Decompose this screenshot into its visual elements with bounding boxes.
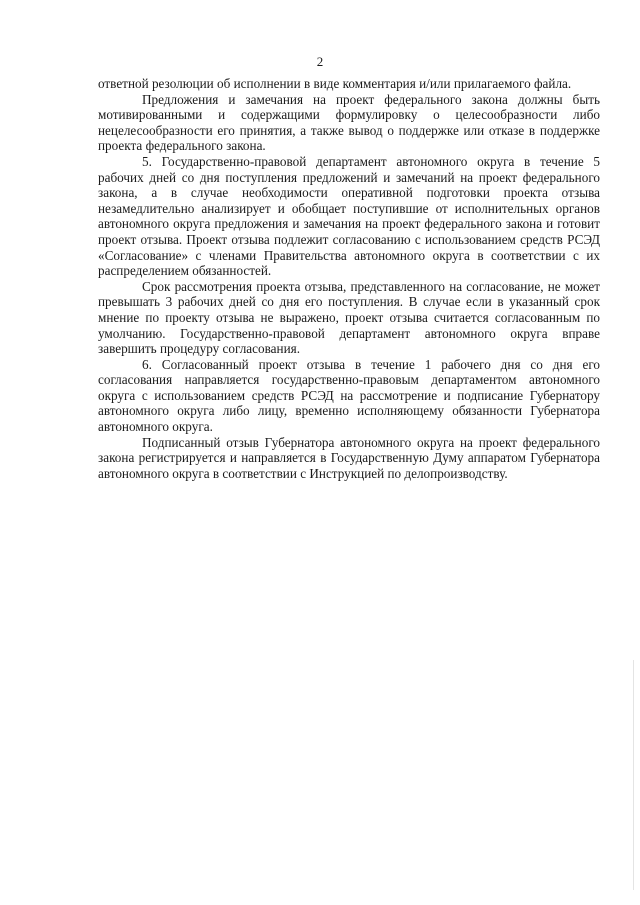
- paragraph-review-term: Срок рассмотрения проекта отзыва, представленного на согласование, не может превышать 3 рабочих дней со дня его поступления. В случае если в указанный срок мнение по проекту отзыва не выражено, проект отзыва считается согласованным по умолчанию. Государственно-правовой департамент автономного округа вправе завершить процедуру согласования.: [98, 278, 600, 357]
- scan-edge-line: [633, 660, 634, 890]
- paragraph-proposals-requirements: Предложения и замечания на проект федерального закона должны быть мотивированными и содержащими формулировку о целесообразности либо нецелесообразности его принятия, а также вывод о поддержке или отказе в поддержке проекта федерального закона.: [98, 91, 600, 154]
- document-body: [98, 76, 600, 481]
- page-number: 2: [316, 54, 324, 69]
- paragraph-item-6: 6. Согласованный проект отзыва в течение 1 рабочего дня со дня его согласования направляется государственно-правовым департаментом автономного округа с использованием средств РСЭД на рассмотрение и подписание Губернатору автономного округа либо лицу, временно исполняющему обязанности Губернатора автономного округа.: [98, 356, 600, 435]
- paragraph-item-5: 5. Государственно-правовой департамент автономного округа в течение 5 рабочих дней со дня поступления предложений и замечаний на проект федерального закона, а в случае необходимости оперативной подготовки проекта отзыва незамедлительно анализирует и обобщает поступившие от исполнительных органов автономного округа предложения и замечания на проект федерального закона и готовит проект отзыва. Проект отзыва подлежит согласованию с использованием средств РСЭД «Согласование» с членами Правительства автономного округа в соответствии с их распределением обязанностей.: [98, 153, 600, 279]
- paragraph-signed-review: Подписанный отзыв Губернатора автономного округа на проект федерального закона регистрируется и направляется в Государственную Думу аппаратом Губернатора автономного округа в соответствии с Инструкцией по делопроизводству.: [98, 434, 600, 481]
- paragraph-continuation: ответной резолюции об исполнении в виде комментария и/или прилагаемого файла.: [98, 76, 572, 91]
